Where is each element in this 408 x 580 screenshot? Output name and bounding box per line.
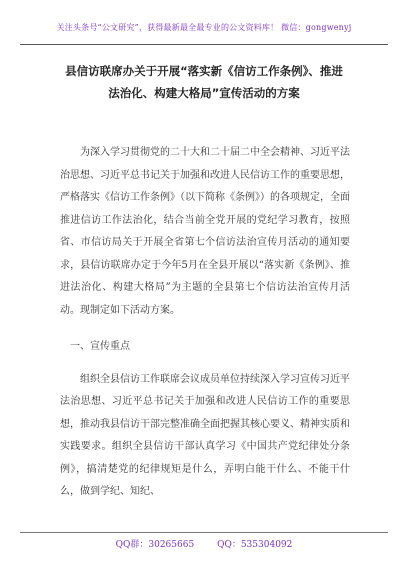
document-title <box>50 60 358 104</box>
title-line-1: 县信访联席办关于开展“落实新《信访工作条例》、推进 <box>65 64 343 78</box>
footer-qq-group: QQ群：30265665 <box>115 540 195 550</box>
title-line-2: 法治化、构建大格局”宣传活动的方案 <box>108 86 300 100</box>
header-banner: 关注头条号“公文研究”，获得最新最全最专业的公文资料库！ 微信：gongwenyj <box>56 23 352 32</box>
document-body <box>60 142 350 504</box>
section-paragraph: 组织全县信访工作联席会议成员单位持续深入学习宣传习近平法治思想、习近平总书记关于加强和改进人民信访工作的重要思想，推动我县信访干部完整准确全面把握其核心要义、精神实质和实践要求。组织全县信访干部认真学习《中国共产党纪律处分条例》，搞清楚党的纪律规矩是什么，弄明白能干什么、不能干什么，做到学纪、知纪、 <box>60 373 350 497</box>
footer-divider <box>20 532 388 533</box>
header-divider <box>20 44 388 45</box>
intro-paragraph: 为深入学习贯彻党的二十大和二十届二中全会精神、习近平法治思想、习近平总书记关于加强和改进人民信访工作的重要思想，严格落实《信访工作条例》（以下简称《条例》）的各项规定，全面推进信访工作法治化，结合当前全党开展的党纪学习教育，按照省、市信访局关于开展全省第七个信访法治宣传月活动的通知要求，县信访联席办定于今年5月在全县开展以“落实新《条例》、推进法治化、构建大格局”为主题的全县第七个信访法治宣传月活动。现制定如下活动方案。 <box>60 147 350 316</box>
section-heading: 一、宣传重点 <box>70 341 130 352</box>
footer-banner <box>0 537 408 550</box>
footer-qq: QQ：535304092 <box>217 540 293 550</box>
